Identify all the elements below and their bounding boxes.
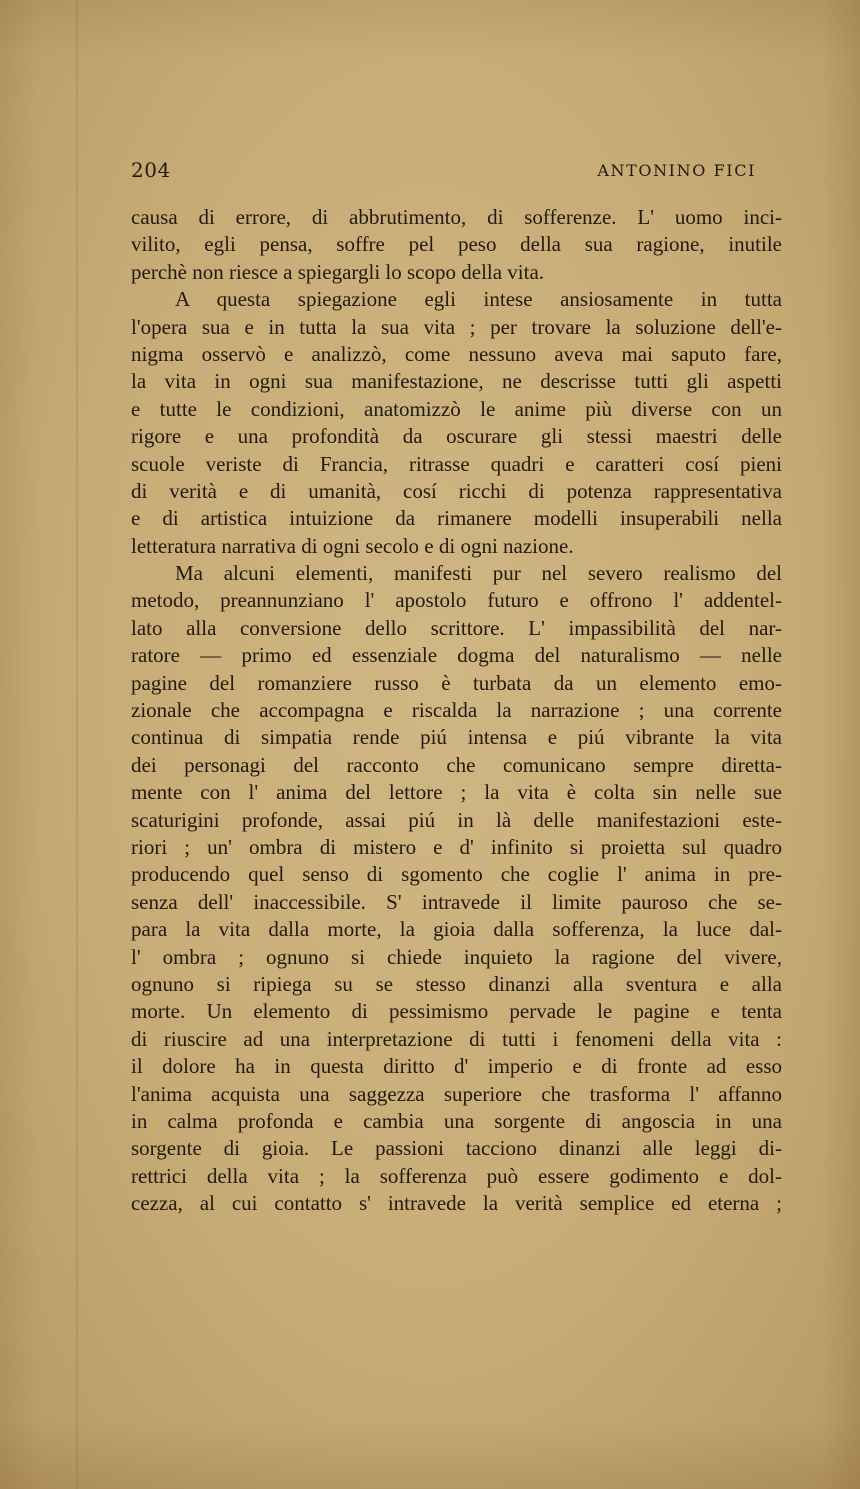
text-line: scuole veriste di Francia, ritrasse quadri e caratteri cosí pieni [131, 451, 782, 476]
text-line: nigma osservò e analizzò, come nessuno aveva mai saputo fare, [131, 341, 782, 366]
text-line: producendo quel senso di sgomento che coglie l' anima in pre- [131, 862, 782, 887]
text-line: letteratura narrativa di ogni secolo e di ogni nazione. [131, 533, 574, 558]
text-line: rigore e una profondità da oscurare gli stessi maestri delle [131, 424, 782, 449]
text-line: causa di errore, di abbrutimento, di sofferenze. L' uomo inci- [131, 205, 782, 229]
text-line: A questa spiegazione egli intese ansiosamente in tutta [175, 287, 782, 312]
page-header [131, 158, 756, 188]
text-line: riori ; un' ombra di mistero e d' infinito si proietta sul quadro [131, 834, 782, 859]
text-line: di verità e di umanità, cosí ricchi di potenza rappresentativa [131, 478, 782, 503]
text-line: l'opera sua e in tutta la sua vita ; per trovare la soluzione dell'e- [131, 314, 782, 339]
text-line: dei personagi del racconto che comunicano sempre diretta- [131, 752, 782, 777]
text-line: l'anima acquista una saggezza superiore che trasforma l' affanno [131, 1081, 782, 1106]
text-line: para la vita dalla morte, la gioia dalla sofferenza, la luce dal- [131, 917, 782, 942]
page-fold-shadow [76, 0, 78, 1489]
text-line: continua di simpatia rende piú intensa e piú vibrante la vita [131, 725, 782, 750]
text-line: cezza, al cui contatto s' intravede la verità semplice ed eterna ; [131, 1191, 782, 1216]
text-line: ratore — primo ed essenziale dogma del naturalismo — nelle [131, 643, 782, 668]
text-line: sorgente di gioia. Le passioni tacciono dinanzi alle leggi di- [131, 1136, 782, 1161]
text-line: vilito, egli pensa, soffre pel peso della sua ragione, inutile [131, 232, 782, 257]
text-line: senza dell' inaccessibile. S' intravede il limite pauroso che se- [131, 889, 782, 914]
text-line: perchè non riesce a spiegargli lo scopo della vita. [131, 259, 545, 284]
text-line: scaturigini profonde, assai piú in là delle manifestazioni este- [131, 807, 782, 832]
text-line: ognuno si ripiega su se stesso dinanzi alla sventura e alla [131, 971, 782, 996]
page-number: 204 [131, 158, 171, 182]
text-line: lato alla conversione dello scrittore. L' impassibilità del nar- [131, 615, 782, 640]
text-line: mente con l' anima del lettore ; la vita è colta sin nelle sue [131, 780, 782, 805]
text-line: pagine del romanziere russo è turbata da un elemento emo- [131, 670, 782, 695]
text-line: zionale che accompagna e riscalda la narrazione ; una corrente [131, 698, 782, 723]
text-line: Ma alcuni elementi, manifesti pur nel severo realismo del [175, 561, 782, 586]
text-body [131, 204, 782, 1217]
text-line: di riuscire ad una interpretazione di tutti i fenomeni della vita : [131, 1026, 782, 1051]
text-line: e di artistica intuizione da rimanere modelli insuperabili nella [131, 506, 782, 531]
text-line: in calma profonda e cambia una sorgente di angoscia in una [131, 1108, 782, 1133]
text-line: l' ombra ; ognuno si chiede inquieto la ragione del vivere, [131, 944, 782, 969]
text-line: il dolore ha in questa diritto d' imperio e di fronte ad esso [131, 1054, 782, 1079]
text-line: e tutte le condizioni, anatomizzò le anime più diverse con un [131, 396, 782, 421]
text-line: la vita in ogni sua manifestazione, ne descrisse tutti gli aspetti [131, 369, 782, 394]
text-line: morte. Un elemento di pessimismo pervade le pagine e tenta [131, 999, 782, 1024]
text-line: rettrici della vita ; la sofferenza può essere godimento e dol- [131, 1163, 782, 1188]
running-head: ANTONINO FICI [597, 161, 756, 180]
text-line: metodo, preannunziano l' apostolo futuro e offrono l' addentel- [131, 588, 782, 613]
